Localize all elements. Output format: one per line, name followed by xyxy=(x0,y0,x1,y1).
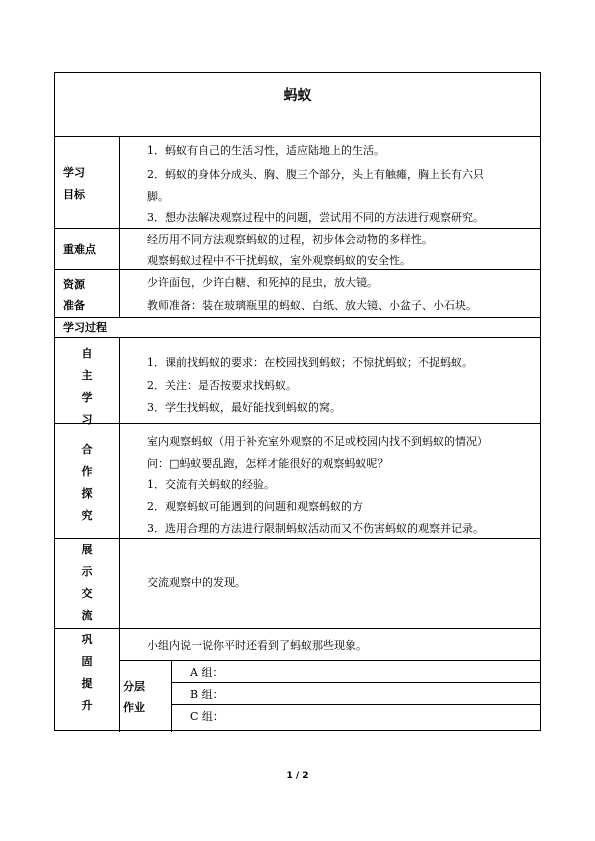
display-label xyxy=(77,543,97,623)
divider xyxy=(55,337,540,338)
self-study-item: 1．课前找蚂蚁的要求：在校园找到蚂蚁；不惊扰蚂蚁；不捉蚂蚁。 xyxy=(147,356,473,369)
label-char: 交 xyxy=(81,587,93,600)
label-char: 提 xyxy=(81,677,93,690)
label-char: 固 xyxy=(81,655,93,668)
key-point-item: 观察蚂蚁过程中不干扰蚂蚁，室外观察蚂蚁的安全性。 xyxy=(147,254,411,267)
column-divider xyxy=(171,660,172,732)
consolidate-label xyxy=(77,633,97,713)
homework-group-b: B 组： xyxy=(190,688,224,701)
homework-label-line1: 分层 xyxy=(123,680,145,693)
goal-item: 脚。 xyxy=(147,190,169,203)
label-char: 作 xyxy=(81,465,93,478)
page-title: 蚂蚁 xyxy=(283,88,312,104)
goal-item: 1．蚂蚁有自己的生活习性，适应陆地上的生活。 xyxy=(147,144,385,157)
column-divider xyxy=(119,337,120,732)
divider xyxy=(55,317,540,318)
goals-label-line1: 学习 xyxy=(63,166,85,179)
divider xyxy=(171,682,540,683)
label-char: 巩 xyxy=(81,633,93,646)
homework-group-c: C 组： xyxy=(190,710,224,723)
self-study-label xyxy=(77,347,97,427)
page-number: 1 / 2 xyxy=(286,771,309,781)
label-char: 流 xyxy=(81,609,93,622)
divider xyxy=(55,538,540,539)
divider xyxy=(55,136,540,137)
key-point-item: 经历用不同方法观察蚂蚁的过程，初步体会动物的多样性。 xyxy=(147,233,433,246)
homework-label-line2: 作业 xyxy=(123,701,145,714)
label-char: 升 xyxy=(81,699,93,712)
lesson-plan-table xyxy=(54,72,541,731)
cooperate-item: 1．交流有关蚂蚁的经验。 xyxy=(147,478,275,491)
column-divider xyxy=(119,136,120,317)
divider xyxy=(55,228,540,229)
label-char: 合 xyxy=(81,443,93,456)
label-char: 示 xyxy=(81,565,93,578)
self-study-item: 3．学生找蚂蚁，最好能找到蚂蚁的窝。 xyxy=(147,401,341,414)
process-label: 学习过程 xyxy=(63,321,107,334)
cooperate-item: 问：□蚂蚁要乱跑，怎样才能很好的观察蚂蚁呢？ xyxy=(147,457,389,470)
self-study-item: 2．关注：是否按要求找蚂蚁。 xyxy=(147,379,297,392)
cooperate-label xyxy=(77,443,97,523)
label-char: 习 xyxy=(81,413,93,426)
label-char: 学 xyxy=(81,391,93,404)
consolidate-text: 小组内说一说你平时还看到了蚂蚁那些现象。 xyxy=(147,639,367,652)
resource-item: 少许面包，少许白糖、和死掉的昆虫，放大镜。 xyxy=(147,276,378,289)
cooperate-item: 室内观察蚂蚁（用于补充室外观察的不足或校园内找不到蚂蚁的情况） xyxy=(147,435,488,448)
resources-label-line2: 准备 xyxy=(63,299,85,312)
label-char: 自 xyxy=(81,347,93,360)
label-char: 主 xyxy=(81,369,93,382)
divider xyxy=(171,704,540,705)
display-text: 交流观察中的发现。 xyxy=(147,576,246,589)
divider xyxy=(55,269,540,270)
homework-group-a: A 组： xyxy=(190,666,224,679)
divider xyxy=(55,628,540,629)
divider xyxy=(119,660,540,661)
label-char: 探 xyxy=(81,487,93,500)
goals-label-line2: 目标 xyxy=(63,188,85,201)
goal-item: 3．想办法解决观察过程中的问题，尝试用不同的方法进行观察研究。 xyxy=(147,211,484,224)
goal-item: 2．蚂蚁的身体分成头、胸、腹三个部分，头上有触瘫，胸上长有六只 xyxy=(147,168,484,181)
cooperate-item: 3．选用合理的方法进行限制蚂蚁活动而又不伤害蚂蚁的观察并记录。 xyxy=(147,522,484,535)
divider xyxy=(55,423,540,424)
label-char: 究 xyxy=(81,509,93,522)
key-points-label: 重难点 xyxy=(63,243,96,256)
label-char: 展 xyxy=(81,543,93,556)
resource-item: 教师准备：装在玻璃瓶里的蚂蚁、白纸、放大镜、小盆子、小石块。 xyxy=(147,299,477,312)
cooperate-item: 2．观察蚂蚁可能遇到的问题和观察蚂蚁的方 xyxy=(147,500,363,513)
resources-label-line1: 资源 xyxy=(63,278,85,291)
